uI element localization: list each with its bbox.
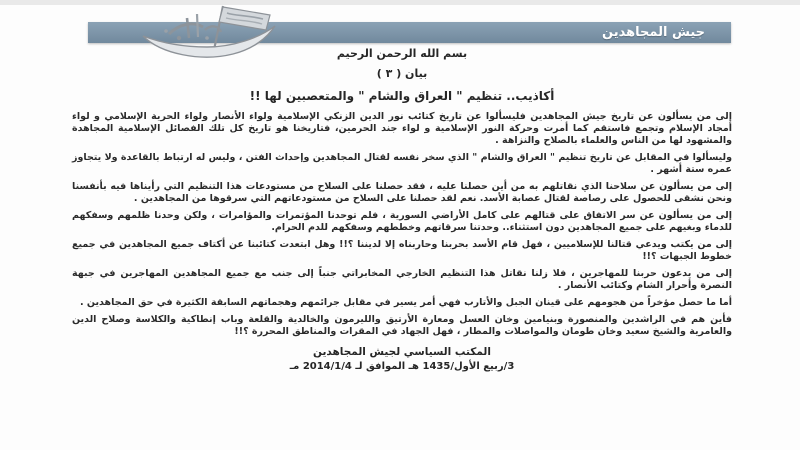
organization-logo [135,4,283,64]
statement-number: بيان ( ٣ ) [376,67,428,80]
date-line: 3/ربيع الأول/1435 هـ الموافق لـ 2014/1/4 مـ [289,361,515,372]
statement-paragraph: إلى من يدعون حربنا للمهاجرين ، فلا زلنا نقاتل هذا التنظيم الخارجي المخابراتي جنباً إلى جنب مع جميع المجاهدين المهاجرين في جبهة النصرة وأحرار الشام وكتائب الأنصار . [72,268,732,291]
banner-title: جيش المجاهدين [602,25,705,40]
signature-line: المكتب السياسي لجيش المجاهدين [313,346,491,358]
statement-paragraph: إلى من يكتب ويدعي قتالنا للإسلاميين ، فهل قام الأسد بحربنا وحاربناه إلا لديننا ؟!! وهل ابتعدت كتائبنا عن أكتاف جميع المجاهدين في جميع خطوط الجبهات ؟!! [72,239,732,262]
flag-emblem-icon [135,4,283,64]
statement-paragraph: إلى من يسألون عن سر الاتفاق على قتالهم على كامل الأراضي السورية ، فلم توحدنا المؤتمرات والمؤامرات ، ولكن وحدنا ظلمهم وسفكهم للدماء وبغيهم على جميع المجاهدين دون استثناء.. وحدتنا سرقاتهم وخططهم وسفكهم للدم الحرام. [72,210,732,233]
statement-paragraph: فأين هم في الراشدين والمنصورة وبنيامين وخان العسل ومعارة الأرتيق والليرمون والخالدية والقلعة وباب إنطاكية والكلاسة وصلاح الدين والعامرية والشيخ سعيد وخان طومان والمواصلات والمطار ، فهل الجهاد في المقرات والمناطق المحررة ؟!! [72,314,732,337]
paragraph-list [72,111,732,338]
statement-title: أكاذيب.. تنظيم " العراق والشام " والمتعصبين لها !! [249,89,555,103]
statement-paragraph: إلى من يسألون عن سلاحنا الذي نقاتلهم به من أين حصلنا عليه ، فقد حصلنا على السلاح من مستودعات هذا التنظيم التي رأيناها فيه بأنفسنا ونحن نشقى للحصول على رصاصة لقتال عصابة الأسد. نعم لقد حصلنا على السلاح من مستودعاتهم التي سرقوها من المجاهدين . [72,181,732,204]
page-top-strip [0,0,800,5]
statement-paragraph: إلى من يسألون عن تاريخ جيش المجاهدين فليسألوا عن تاريخ كتائب نور الدين الزنكي الإسلامية ولواء الأنصار ولواء الحرية الإسلامي و لواء أمجاد الإسلام وتجمع فاستقم كما أمرت وحركة النور الإسلامية و لواء جند الحرمين، فتاريخنا هو تاريخ كل تلك الفصائل الإسلامية المجاهدة والمشهود لها من الناس والعلماء بالصلاح والنزاهة . [72,111,732,146]
statement-document [72,47,732,372]
bismillah-line: بسم الله الرحمن الرحيم [336,47,468,60]
statement-paragraph: أما ما حصل مؤخراً من هجومهم على قينان الجبل والأتارب فهي أمر يسير في مقابل جرائمهم وهجماتهم السابقة الكثيرة في حق المجاهدين . [80,297,732,308]
statement-paragraph: وليسألوا في المقابل عن تاريخ تنظيم " العراق والشام " الذي سخر نفسه لقتال المجاهدين وإحداث الفتن ، وليس له ارتباط بالقاعدة ولا يتجاوز عمره ستة أشهر . [72,152,732,175]
